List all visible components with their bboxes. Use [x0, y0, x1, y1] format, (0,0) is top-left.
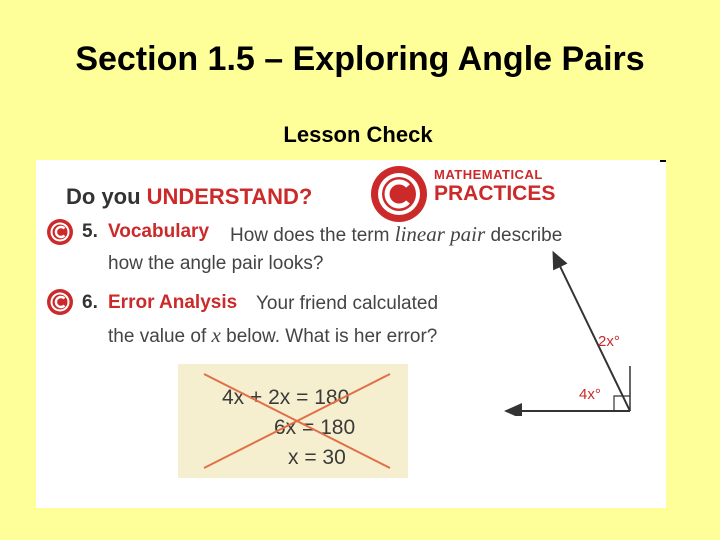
work-line: 6x = 180: [274, 416, 356, 439]
item-text-part: the value of: [108, 326, 212, 347]
panel-corner-tick: [660, 160, 666, 162]
item-text-line1: Your friend calculated: [256, 293, 439, 314]
item-text-part: describe: [485, 225, 563, 246]
lesson-check-panel: [36, 160, 666, 508]
work-box: [178, 364, 408, 478]
circle-c-icon: [46, 218, 74, 246]
work-line: x = 30: [288, 446, 346, 469]
badge-line1: MATHEMATICAL: [434, 167, 543, 182]
slide-title: Section 1.5 – Exploring Angle Pairs: [75, 40, 645, 78]
item-number: 6.: [82, 292, 98, 313]
circle-c-icon: [46, 288, 74, 316]
item-number: 5.: [82, 221, 98, 242]
understand-heading: [66, 184, 312, 210]
mathematical-practices-label: [434, 168, 555, 204]
angle-label-2x: 2x°: [598, 333, 620, 350]
mathematical-practices-icon: [370, 165, 428, 223]
heading-accent: UNDERSTAND?: [146, 184, 313, 209]
badge-line2: PRACTICES: [434, 182, 556, 205]
item-text-line1: [230, 222, 562, 247]
slide-subtitle: Lesson Check: [283, 122, 433, 147]
cross-out-mark: [178, 364, 408, 478]
item-text-part: How does the term: [230, 225, 395, 246]
item-text-part: below. What is her error?: [220, 326, 438, 347]
item-label: Vocabulary: [108, 221, 210, 242]
item-text-emphasis: linear pair: [394, 222, 486, 246]
angle-label-4x: 4x°: [579, 386, 601, 403]
work-line: 4x + 2x = 180: [222, 386, 350, 409]
item-text-line2: how the angle pair looks?: [108, 253, 324, 274]
right-angle-mark: [614, 396, 630, 411]
item-text-line2: [108, 323, 437, 348]
item-label: Error Analysis: [108, 292, 238, 313]
item-text-emphasis: x: [211, 323, 221, 347]
heading-lead: Do you: [66, 184, 141, 209]
